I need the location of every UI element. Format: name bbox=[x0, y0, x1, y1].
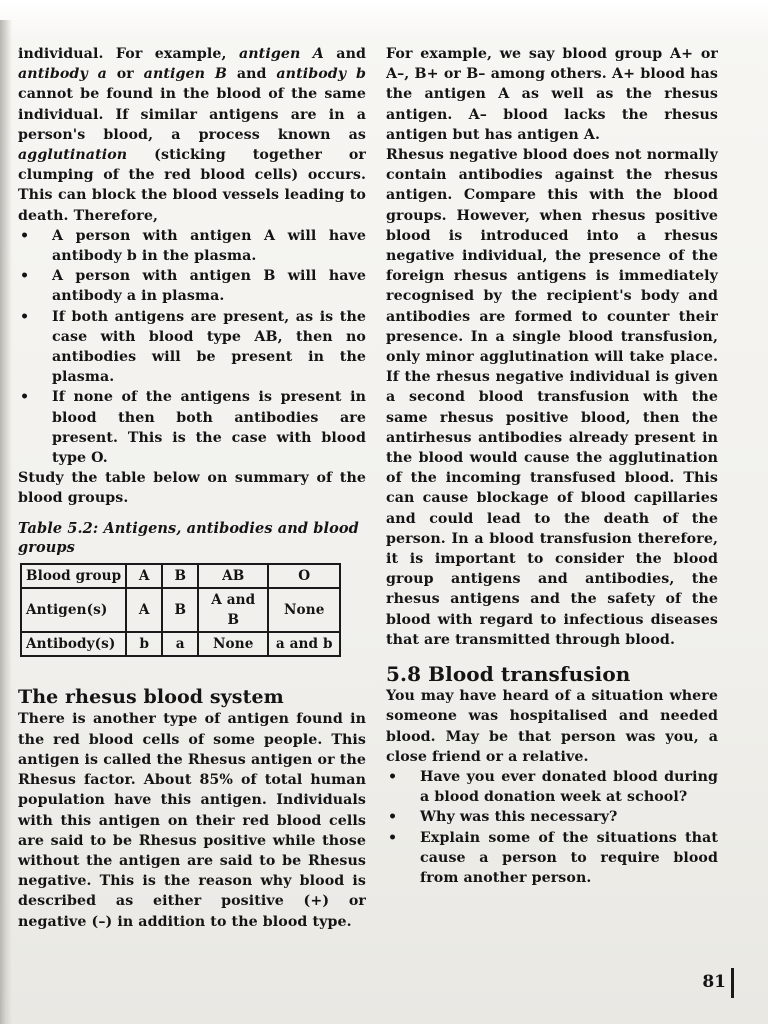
rhesus-section-title: The rhesus blood system bbox=[18, 686, 284, 709]
table-cell: B bbox=[162, 564, 198, 588]
blood-group-table bbox=[20, 563, 341, 658]
table-row bbox=[21, 588, 340, 632]
table-cell: a and b bbox=[268, 632, 340, 656]
table-cell: AB bbox=[198, 564, 268, 588]
intro-paragraph: individual. For example, antigen A and antibody a or antigen B and antibody b cannot be found in the blood of the same individual. If similar antigens are in a person's blood, a process known as agglutination (sticking together or clumping of the red blood cells) occurs. This can block the blood vessels leading to death. Therefore, bbox=[18, 46, 367, 224]
bullet-icon: • bbox=[20, 308, 30, 325]
page-number: 81 bbox=[702, 972, 726, 992]
bullet-icon: • bbox=[388, 768, 398, 785]
table-caption: Table 5.2: Antigens, antibodies and blood groups bbox=[18, 519, 359, 556]
table-cell: A and B bbox=[198, 588, 268, 632]
top-shadow bbox=[0, 0, 768, 40]
table-cell: A bbox=[126, 564, 162, 588]
transfusion-intro-paragraph: You may have heard of a situation where someone was hospitalised and needed blood. May be that person was you, a close friend or a relative. bbox=[386, 688, 718, 765]
list-item: • If none of the antigens is present in blood then both antibodies are present. This is the case with blood type O. bbox=[20, 389, 366, 467]
bullet-icon: • bbox=[20, 227, 30, 244]
right-column bbox=[386, 44, 718, 888]
table-cell: Blood group bbox=[21, 564, 126, 588]
table-cell: None bbox=[198, 632, 268, 656]
table-cell: b bbox=[126, 632, 162, 656]
table-cell: B bbox=[162, 588, 198, 632]
list-item: • Why was this necessary? bbox=[386, 807, 718, 827]
rhesus-paragraph: There is another type of antigen found in the red blood cells of some people. This antigen is called the Rhesus antigen or the Rhesus factor. About 85% of total human population have this antigen. Individuals with this antigen on their red blood cells are said to be Rhesus positive while those without the antigen are said to be Rhesus negative. This is the reason why blood is described as either positive (+) or negative (–) in addition to the blood type. bbox=[18, 711, 367, 930]
bullet-icon: • bbox=[388, 829, 398, 846]
table-cell: None bbox=[268, 588, 340, 632]
rhesus-example-paragraph: For example, we say blood group A+ or A–, B+ or B– among others. A+ blood has the antigen A as well as the rhesus antigen. A– blood lacks the rhesus antigen but has antigen A. bbox=[386, 46, 718, 143]
bullet-icon: • bbox=[388, 809, 398, 826]
table-row bbox=[21, 564, 340, 588]
page-spine-shadow bbox=[0, 20, 12, 1024]
table-cell: a bbox=[162, 632, 198, 656]
study-instruction: Study the table below on summary of the blood groups. bbox=[18, 470, 366, 507]
table-cell: Antibody(s) bbox=[21, 632, 126, 656]
list-item: • Have you ever donated blood during a blood donation week at school? bbox=[388, 768, 718, 806]
table-cell: A bbox=[126, 588, 162, 632]
rhesus-negative-paragraph: Rhesus negative blood does not normally contain antibodies against the rhesus antigen. Compare this with the blood groups. However, when rhesus positive blood is introduced into a rhesus negative individual, the presence of the foreign rhesus antigens is immediately recognised by the recipient's body and antibodies are formed to counter their presence. In a single blood transfusion, only minor agglutination will take place. If the rhesus negative individual is given a second blood transfusion with the same rhesus positive blood, then the antirhesus antibodies already present in the blood would cause the agglutination of the incoming transfused blood. This can cause blockage of blood capillaries and could lead to the death of the person. In a blood transfusion therefore, it is important to consider the blood group antigens and antibodies, the rhesus antigens and the safety of the blood with regard to infectious diseases that are transmitted through blood. bbox=[386, 147, 718, 648]
list-item: • If both antigens are present, as is the case with blood type AB, then no antibodies will be present in the plasma. bbox=[20, 308, 366, 386]
table-row bbox=[21, 632, 340, 656]
list-item: • Explain some of the situations that cause a person to require blood from another person. bbox=[388, 829, 718, 886]
table-cell: O bbox=[268, 564, 340, 588]
bullet-icon: • bbox=[20, 389, 30, 406]
antigen-bullet-list bbox=[18, 226, 366, 468]
list-item: • A person with antigen A will have antibody b in the plasma. bbox=[20, 227, 366, 265]
bullet-icon: • bbox=[20, 268, 30, 285]
transfusion-question-list bbox=[386, 767, 718, 888]
list-item: • A person with antigen B will have antibody a in plasma. bbox=[20, 268, 366, 305]
left-column bbox=[18, 44, 366, 932]
table-cell: Antigen(s) bbox=[21, 588, 126, 632]
page-number-rule bbox=[731, 968, 734, 998]
transfusion-section-title: 5.8 Blood transfusion bbox=[386, 662, 631, 687]
